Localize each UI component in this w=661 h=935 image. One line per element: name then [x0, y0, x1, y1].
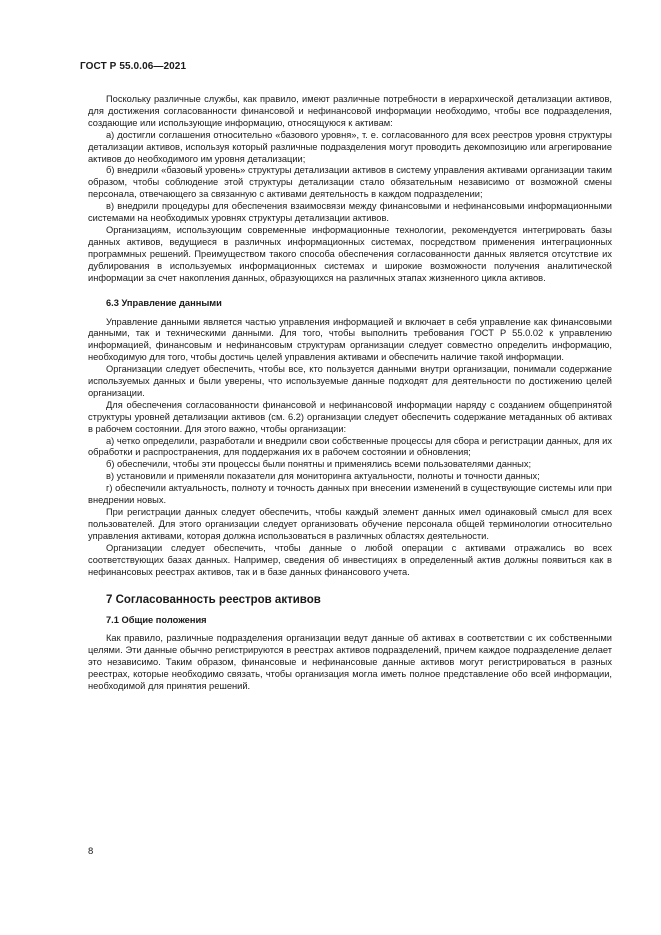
- paragraph: Организации следует обеспечить, чтобы данные о любой операции с активами отражались во всех соответствующих базах данных. Например, сведения об инвестициях в определенный актив должны появиться как в нефинансовых реестрах активов, так и в базе данных финансового учета.: [88, 542, 612, 577]
- document-body: [88, 94, 612, 693]
- list-item: г) обеспечили актуальность, полноту и точность данных при внесении изменений в существующие системы или при внедрении новых.: [88, 483, 612, 506]
- list-item: в) установили и применяли показатели для мониторинга актуальности, полноты и точности данных;: [106, 471, 540, 482]
- paragraph: Организации следует обеспечить, чтобы все, кто пользуется данными внутри организации, понимали содержание используемых данных и были уверены, что используемые данные подходят для деятельности по достижению целей организации.: [88, 364, 612, 398]
- section-heading-6-3: 6.3 Управление данными: [106, 297, 222, 308]
- section-heading-7-1: 7.1 Общие положения: [106, 615, 207, 626]
- paragraph: Управление данными является частью управления информацией и включает в себя управление как финансовыми данными, так и техническими данными. Для того, чтобы выполнить требования ГОСТ Р 55.0.02 к управлению информацией, финансовым и нефинансовым структурам организации следует совместно определить информацию, необходимую для того, чтобы достичь целей управления активами и обеспечить наличие такой информации.: [88, 316, 612, 363]
- section-heading-7: 7 Согласованность реестров активов: [106, 594, 321, 607]
- paragraph: При регистрации данных следует обеспечить, чтобы каждый элемент данных имел одинаковый смысл для всех пользователей. Для этого организации следует организовать обучение персонала общей терминологии относительно управления активами, которая должна использоваться в различных областях деятельности.: [88, 507, 612, 541]
- list-item: а) четко определили, разработали и внедрили свои собственные процессы для сбора и регистрации данных, для их обработки и распространения, для поддержания их в рабочем состоянии и обновления;: [88, 435, 612, 458]
- paragraph: Для обеспечения согласованности финансовой и нефинансовой информации наряду с созданием общепринятой структуры уровней детализации активов (см. 6.2) организации следует обеспечить содержание метаданных об активах в рабочем состоянии. Для этого важно, чтобы организации:: [88, 399, 612, 434]
- list-item: в) внедрили процедуры для обеспечения взаимосвязи между финансовыми и нефинансовыми информационными системами на необходимых уровнях структуры детализации активов.: [88, 201, 612, 224]
- list-item: а) достигли соглашения относительно «базового уровня», т. е. согласованного для всех реестров уровня структуры детализации активов, используя который различные подразделения могут проводить декомпозицию или агрегирование активов до необходимого им уровня детализации;: [88, 129, 612, 164]
- document-header: ГОСТ Р 55.0.06—2021: [80, 61, 187, 72]
- list-item: б) внедрили «базовый уровень» структуры детализации активов в систему управления активами организации таким образом, чтобы соблюдение этой структуры детализации стало обязательным независимо от возможной смены персонала, отвечающего за связанную с активами деятельность в каждом подразделении;: [88, 165, 612, 200]
- page-number: 8: [88, 846, 94, 857]
- paragraph: Как правило, различные подразделения организации ведут данные об активах в соответствии с их собственными целями. Эти данные обычно регистрируются в реестрах активов подразделений, причем каждое подразделение делает это независимо. Таким образом, финансовые и нефинансовые данные активов могут регистрироваться в разных реестрах, которые необходимо связать, чтобы организация могла иметь полное представление обо всей информации, необходимой для принятия решений.: [88, 633, 612, 692]
- paragraph: Организациям, использующим современные информационные технологии, рекомендуется интегрировать базы данных активов, ведущиеся в различных информационных системах, посредством применения интеграционных программных решений. Преимуществом такого способа обеспечения согласованности данных является отсутствие их дублирования в используемых информационных системах и широкие возможности получения аналитической информации за счет накопления данных, образующихся на различных этапах жизненного цикла активов.: [88, 224, 612, 283]
- paragraph: Поскольку различные службы, как правило, имеют различные потребности в иерархической детализации активов, для достижения согласованности финансовой и нефинансовой информации необходимо, чтобы все подразделения, создающие или использующие информацию, относящуюся к активам:: [88, 94, 612, 128]
- list-item: б) обеспечили, чтобы эти процессы были понятны и применялись всеми пользователями данных;: [106, 459, 532, 470]
